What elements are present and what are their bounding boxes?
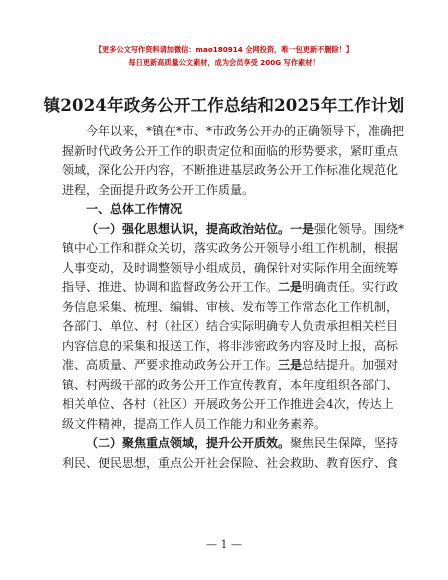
text-run: 级文件精神，提高工作人员工作能力和业务素养。 bbox=[62, 416, 327, 431]
document-title: 镇2024年政务公开工作总结和2025年工作计划 bbox=[43, 96, 405, 115]
bold-run: 一是 bbox=[290, 221, 315, 236]
body-line-10 bbox=[62, 298, 399, 318]
body-line-16 bbox=[62, 415, 392, 435]
text-run: 镇中心工作和群众关切，落实政务公开领导小组工作机制，根据 bbox=[62, 241, 399, 255]
body-line-9 bbox=[62, 278, 399, 298]
body-line-3 bbox=[62, 161, 399, 181]
body-line-18 bbox=[62, 454, 399, 474]
text-run: 聚焦民生保障，坚持 bbox=[290, 436, 399, 450]
text-run: 领域，深化公开内容，不断推进基层政务公开工作标准化规范化 bbox=[62, 163, 399, 177]
text-run: 准、高质量、严要求推动政务公开工作。 bbox=[62, 358, 279, 372]
bold-run: 二是 bbox=[278, 280, 303, 294]
text-run: 总结提升。加强对 bbox=[302, 358, 399, 372]
bold-run: （二）聚焦重点领域，提升公开质效。 bbox=[86, 436, 291, 450]
text-run: 握新时代政务公开工作的职责定位和面临的形势要求，紧盯重点 bbox=[62, 143, 399, 158]
body-line-1 bbox=[62, 122, 405, 142]
text-run: 镇、村两级干部的政务公开工作宣传教育，本年度组织各部门、 bbox=[62, 377, 399, 392]
text-run: 今年以来，*镇在*市、*市政务公开办的正确领导下，准确把 bbox=[86, 124, 405, 138]
body-line-12 bbox=[62, 337, 399, 357]
text-run: 进程，全面提升政务公开工作质量。 bbox=[62, 182, 255, 197]
bold-run: 三是 bbox=[278, 358, 303, 372]
subsection-heading-line-2 bbox=[62, 434, 399, 454]
text-run: 指导、推进、协调和监督政务公开工作。 bbox=[62, 280, 279, 294]
body-line-2 bbox=[62, 142, 399, 162]
promo-banner-line-2: 每日更新高质量公文素材，成为会员享受 200G 写作素材！ bbox=[128, 58, 320, 67]
body-line-11 bbox=[62, 317, 399, 337]
body-line-14 bbox=[62, 376, 399, 396]
text-run: 利民、便民思想，重点公开社会保险、社会救助、教育医疗、食 bbox=[62, 455, 399, 470]
text-run: 各部门、单位、村（社区）结合实际明确专人负责承担相关栏目 bbox=[62, 319, 399, 333]
body-line-15 bbox=[62, 395, 392, 415]
page-number: — 1 — bbox=[206, 538, 242, 551]
text-run: 务信息采集、梳理、编辑、审核、发布等工作常态化工作机制， bbox=[62, 299, 399, 314]
text-run: 强化领导。围绕* bbox=[314, 221, 405, 236]
text-run: 一、总体工作情况 bbox=[86, 202, 183, 216]
body-line-7 bbox=[62, 239, 399, 259]
promo-banner-line-1: 【更多公文写作资料请加微信：mao180914 全网投资，唯一包更新不删除！】 bbox=[94, 45, 354, 54]
bold-run: （一）强化思想认识，提高政治站位。 bbox=[86, 221, 291, 236]
body-line-8 bbox=[62, 259, 399, 279]
body-line-4 bbox=[62, 181, 392, 201]
body-line-13 bbox=[62, 356, 399, 376]
section-heading bbox=[62, 200, 392, 220]
text-run: 人事变动，及时调整领导小组成员，确保针对实际作用全面统筹 bbox=[62, 260, 399, 275]
text-run: 相关单位、各村（社区）开展政务公开工作推进会4次，传达上 bbox=[62, 397, 394, 411]
document-body bbox=[62, 122, 405, 473]
text-run: 明确责任。实行政 bbox=[302, 280, 399, 294]
subsection-heading-line bbox=[62, 220, 405, 240]
text-run: 内容信息的采集和报送工作，将非涉密政务内容及时上报，高标 bbox=[62, 338, 399, 353]
